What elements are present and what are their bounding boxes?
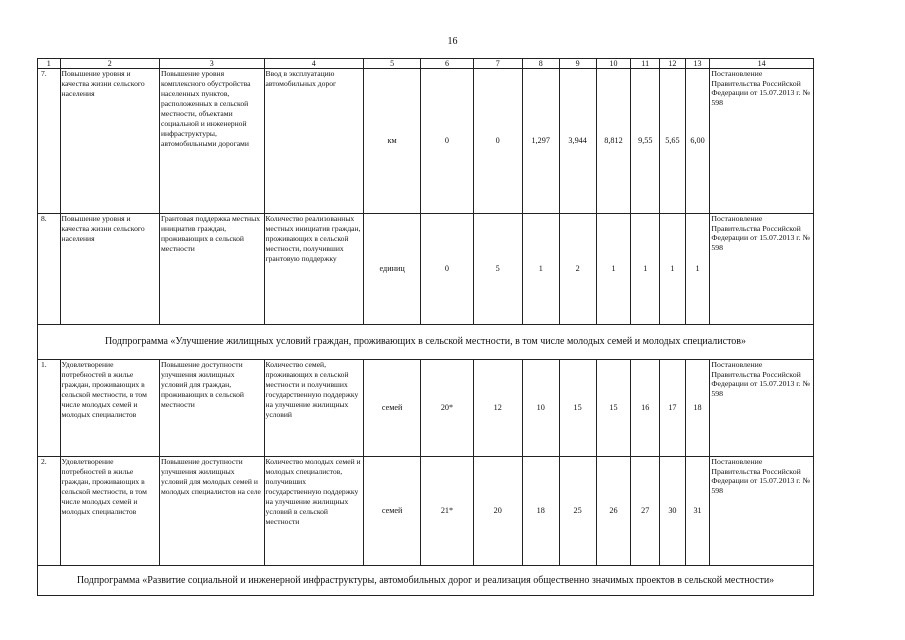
legal-act-cell: Постановление Правительства Российской Федерации от 15.07.2013 г. № 598 <box>710 69 814 214</box>
legal-act-cell: Постановление Правительства Российской Федерации от 15.07.2013 г. № 598 <box>710 360 814 457</box>
value-cell: 16 <box>631 360 660 457</box>
value-cell: 9,55 <box>631 69 660 214</box>
task-cell: Повышение доступности улучшения жилищных условий для граждан, проживающих в сельской местности <box>159 360 264 457</box>
goal-cell: Повышение уровня и качества жизни сельского населения <box>60 69 159 214</box>
column-number-8: 8 <box>522 59 559 69</box>
task-cell: Повышение уровня комплексного обустройства населенных пунктов, расположенных в сельской местности, объектами социальной и инженерной инфраструктуры, автомобильными дорогами <box>159 69 264 214</box>
indicator-cell: Ввод в эксплуатацию автомобильных дорог <box>264 69 363 214</box>
column-number-6: 6 <box>421 59 473 69</box>
indicator-cell: Количество реализованных местных инициатив граждан, проживающих в сельской местности, получивших грантовую поддержку <box>264 214 363 325</box>
legal-act-cell: Постановление Правительства Российской Федерации от 15.07.2013 г. № 598 <box>710 457 814 566</box>
value-cell: 18 <box>522 457 559 566</box>
column-number-10: 10 <box>596 59 631 69</box>
value-cell: 5,65 <box>660 69 686 214</box>
column-number-5: 5 <box>363 59 420 69</box>
value-cell: 15 <box>559 360 596 457</box>
page-number: 16 <box>447 36 458 47</box>
value-cell: 27 <box>631 457 660 566</box>
value-cell: 6,00 <box>685 69 710 214</box>
value-cell: 12 <box>473 360 522 457</box>
value-cell: 1 <box>522 214 559 325</box>
row-number: 1. <box>38 360 61 457</box>
value-cell: 31 <box>685 457 710 566</box>
table-row <box>38 69 814 214</box>
unit-cell: семей <box>363 457 420 566</box>
subprogram-row <box>38 325 814 360</box>
column-number-1: 1 <box>38 59 61 69</box>
indicator-cell: Количество семей, проживающих в сельской местности и получивших государственную поддержку на улучшение жилищных условий <box>264 360 363 457</box>
value-cell: 21* <box>421 457 473 566</box>
legal-act-cell: Постановление Правительства Российской Федерации от 15.07.2013 г. № 598 <box>710 214 814 325</box>
indicator-cell: Количество молодых семей и молодых специалистов, получивших государственную поддержку на улучшение жилищных условий в сельской местности <box>264 457 363 566</box>
subprogram-row <box>38 566 814 596</box>
unit-cell: семей <box>363 360 420 457</box>
indicators-table <box>37 58 814 596</box>
value-cell: 5 <box>473 214 522 325</box>
value-cell: 10 <box>522 360 559 457</box>
goal-cell: Удовлетворение потребностей в жилье граждан, проживающих в сельской местности, в том числе молодых семей и молодых специалистов <box>60 457 159 566</box>
column-number-2: 2 <box>60 59 159 69</box>
column-number-row <box>38 59 814 69</box>
value-cell: 30 <box>660 457 686 566</box>
column-number-13: 13 <box>685 59 710 69</box>
goal-cell: Повышение уровня и качества жизни сельского населения <box>60 214 159 325</box>
table-row <box>38 360 814 457</box>
task-cell: Повышение доступности улучшения жилищных условий для молодых семей и молодых специалистов на селе <box>159 457 264 566</box>
value-cell: 1 <box>596 214 631 325</box>
value-cell: 25 <box>559 457 596 566</box>
column-number-7: 7 <box>473 59 522 69</box>
value-cell: 20 <box>473 457 522 566</box>
value-cell: 1 <box>685 214 710 325</box>
value-cell: 17 <box>660 360 686 457</box>
value-cell: 8,812 <box>596 69 631 214</box>
value-cell: 0 <box>473 69 522 214</box>
value-cell: 15 <box>596 360 631 457</box>
value-cell: 1 <box>660 214 686 325</box>
column-number-14: 14 <box>710 59 814 69</box>
column-number-12: 12 <box>660 59 686 69</box>
unit-cell: км <box>363 69 420 214</box>
goal-cell: Удовлетворение потребностей в жилье граждан, проживающих в сельской местности, в том числе молодых семей и молодых специалистов <box>60 360 159 457</box>
row-number: 2. <box>38 457 61 566</box>
row-number: 7. <box>38 69 61 214</box>
column-number-11: 11 <box>631 59 660 69</box>
value-cell: 2 <box>559 214 596 325</box>
value-cell: 20* <box>421 360 473 457</box>
table-row <box>38 457 814 566</box>
value-cell: 1,297 <box>522 69 559 214</box>
subprogram-infrastructure-heading: Подпрограмма «Развитие социальной и инженерной инфраструктуры, автомобильных дорог и реализация общественно значимых проектов в сельской местности» <box>38 566 814 596</box>
unit-cell: единиц <box>363 214 420 325</box>
row-number: 8. <box>38 214 61 325</box>
value-cell: 18 <box>685 360 710 457</box>
value-cell: 0 <box>421 214 473 325</box>
subprogram-housing-heading: Подпрограмма «Улучшение жилищных условий граждан, проживающих в сельской местности, в том числе молодых семей и молодых специалистов» <box>38 325 814 360</box>
column-number-4: 4 <box>264 59 363 69</box>
value-cell: 1 <box>631 214 660 325</box>
value-cell: 26 <box>596 457 631 566</box>
table-row <box>38 214 814 325</box>
task-cell: Грантовая поддержка местных инициатив граждан, проживающих в сельской местности <box>159 214 264 325</box>
column-number-9: 9 <box>559 59 596 69</box>
value-cell: 3,944 <box>559 69 596 214</box>
value-cell: 0 <box>421 69 473 214</box>
column-number-3: 3 <box>159 59 264 69</box>
